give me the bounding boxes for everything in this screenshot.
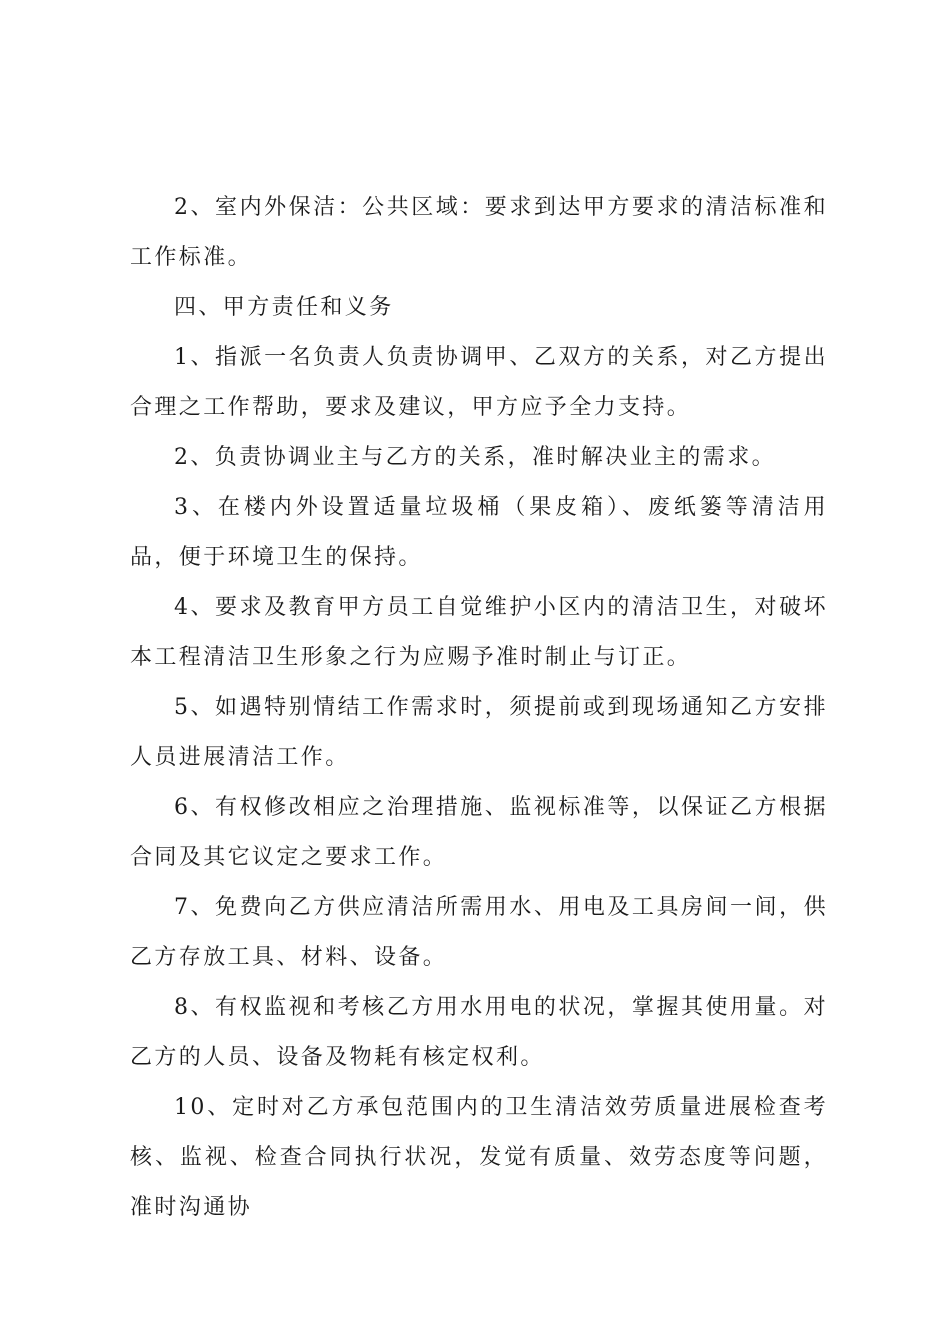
paragraph-item-1: 1、指派一名负责人负责协调甲、乙双方的关系，对乙方提出合理之工作帮助，要求及建议，甲方应予全力支持。 — [130, 345, 828, 420]
paragraph-cleaning-standard: 2、室内外保洁：公共区域：要求到达甲方要求的清洁标准和工作标准。 — [130, 195, 828, 270]
paragraph-item-8: 8、有权监视和考核乙方用水用电的状况，掌握其使用量。对乙方的人员、设备及物耗有核定权利。 — [130, 995, 828, 1070]
paragraph-item-5: 5、如遇特别情结工作需求时，须提前或到现场通知乙方安排人员进展清洁工作。 — [130, 695, 828, 770]
paragraph-item-6: 6、有权修改相应之治理措施、监视标准等，以保证乙方根据合同及其它议定之要求工作。 — [130, 795, 828, 870]
paragraph-item-7: 7、免费向乙方供应清洁所需用水、用电及工具房间一间，供乙方存放工具、材料、设备。 — [130, 895, 828, 970]
paragraph-item-10: 10、定时对乙方承包范围内的卫生清洁效劳质量进展检查考核、监视、检查合同执行状况，发觉有质量、效劳态度等问题，准时沟通协 — [130, 1095, 828, 1220]
document-body — [130, 183, 828, 1233]
paragraph-item-2: 2、负责协调业主与乙方的关系，准时解决业主的需求。 — [174, 445, 776, 470]
section-heading-party-a-duties: 四、甲方责任和义务 — [174, 295, 394, 320]
paragraph-item-4: 4、要求及教育甲方员工自觉维护小区内的清洁卫生，对破坏本工程清洁卫生形象之行为应赐予准时制止与订正。 — [130, 595, 828, 670]
paragraph-item-3: 3、在楼内外设置适量垃圾桶（果皮箱）、废纸篓等清洁用品，便于环境卫生的保持。 — [130, 495, 828, 570]
